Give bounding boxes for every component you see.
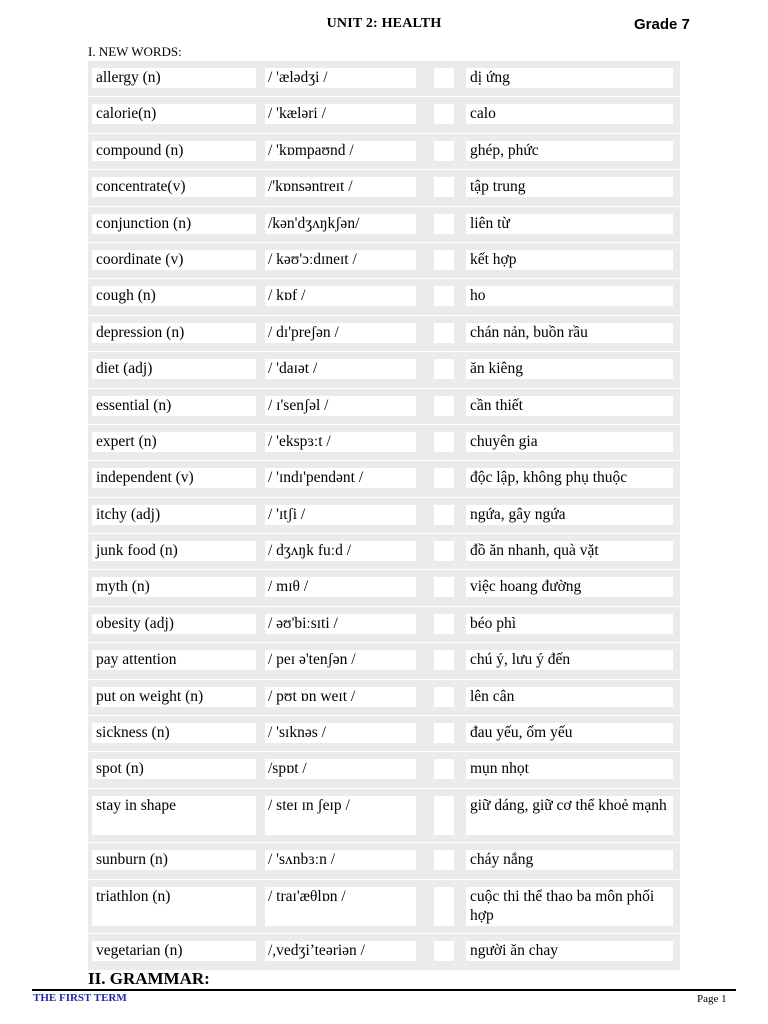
vocab-row [88,789,680,844]
vocab-blank-cell [434,141,454,161]
vocab-row [88,934,680,970]
vocab-row [88,243,680,279]
vocab-pronunciation: / 'ɪndɪ'pendənt / [265,468,416,488]
vocab-pronunciation: /kən'dʒʌŋkʃən/ [265,214,416,234]
vocab-pronunciation: / 'daɪət / [265,359,416,379]
vocab-meaning: chú ý, lưu ý đến [466,650,673,670]
vocab-blank-cell [434,577,454,597]
vocab-word: coordinate (v) [92,250,256,270]
vocab-row [88,498,680,534]
grade-label: Grade 7 [634,16,690,33]
vocab-word: cough (n) [92,286,256,306]
vocab-word: conjunction (n) [92,214,256,234]
footer-divider [32,989,736,991]
vocab-row [88,570,680,606]
section-heading-grammar: II. GRAMMAR: [88,969,210,988]
vocab-blank-cell [434,286,454,306]
vocab-meaning: dị ứng [466,68,673,88]
vocab-meaning: liên từ [466,214,673,234]
vocab-meaning: ho [466,286,673,306]
vocab-row [88,134,680,170]
vocab-pronunciation: / peɪ ə'tenʃən / [265,650,416,670]
vocab-word: itchy (adj) [92,505,256,525]
vocab-pronunciation: / traɪ'æθlɒn / [265,887,416,926]
vocab-meaning: đau yếu, ốm yếu [466,723,673,743]
vocabulary-table [88,61,680,971]
vocab-word: allergy (n) [92,68,256,88]
vocab-row [88,61,680,97]
vocab-pronunciation: / 'sɪknəs / [265,723,416,743]
vocab-meaning: ngứa, gây ngứa [466,505,673,525]
vocab-blank-cell [434,723,454,743]
vocab-word: stay in shape [92,796,256,835]
vocab-word: diet (adj) [92,359,256,379]
footer-term-label: THE FIRST TERM [33,992,127,1004]
vocab-word: vegetarian (n) [92,941,256,961]
vocab-meaning: tập trung [466,177,673,197]
vocab-pronunciation: / 'ælədʒi / [265,68,416,88]
page-title: UNIT 2: HEALTH [326,16,442,31]
vocab-meaning: kết hợp [466,250,673,270]
vocab-word: triathlon (n) [92,887,256,926]
vocab-word: junk food (n) [92,541,256,561]
vocab-blank-cell [434,541,454,561]
vocab-meaning: mụn nhọt [466,759,673,779]
vocab-blank-cell [434,796,454,835]
vocab-blank-cell [434,759,454,779]
vocab-meaning: độc lập, không phụ thuộc [466,468,673,488]
vocab-pronunciation: / 'ɪtʃi / [265,505,416,525]
vocab-meaning: chuyên gia [466,432,673,452]
vocab-row [88,389,680,425]
vocab-blank-cell [434,850,454,870]
vocab-blank-cell [434,250,454,270]
vocab-word: spot (n) [92,759,256,779]
vocab-blank-cell [434,687,454,707]
vocab-row [88,97,680,133]
vocab-pronunciation: / kɒf / [265,286,416,306]
vocab-row [88,534,680,570]
vocab-pronunciation: / pʊt ɒn weɪt / [265,687,416,707]
vocab-row [88,425,680,461]
vocab-word: myth (n) [92,577,256,597]
vocab-row [88,880,680,935]
vocab-blank-cell [434,68,454,88]
vocab-meaning: cuộc thi thể thao ba môn phối hợp [466,887,673,926]
vocab-word: depression (n) [92,323,256,343]
vocab-pronunciation: /spɒt / [265,759,416,779]
vocab-blank-cell [434,614,454,634]
vocab-meaning: calo [466,104,673,124]
vocab-pronunciation: / dɪ'preʃən / [265,323,416,343]
vocab-pronunciation: / dʒʌŋk fuːd / [265,541,416,561]
vocab-word: expert (n) [92,432,256,452]
vocab-blank-cell [434,505,454,525]
vocab-pronunciation: / mɪθ / [265,577,416,597]
vocab-blank-cell [434,396,454,416]
vocab-pronunciation: / ɪ'senʃəl / [265,396,416,416]
vocab-pronunciation: /'kɒnsəntreɪt / [265,177,416,197]
vocab-word: pay attention [92,650,256,670]
vocab-blank-cell [434,177,454,197]
vocab-row [88,316,680,352]
vocab-row [88,752,680,788]
vocab-meaning: người ăn chay [466,941,673,961]
vocab-word: essential (n) [92,396,256,416]
vocab-row [88,279,680,315]
vocab-blank-cell [434,941,454,961]
vocab-word: obesity (adj) [92,614,256,634]
vocab-row [88,716,680,752]
vocab-pronunciation: / 'kɒmpaʊnd / [265,141,416,161]
vocab-blank-cell [434,432,454,452]
vocab-row [88,461,680,497]
section-heading-new-words: I. NEW WORDS: [88,44,182,59]
vocab-blank-cell [434,214,454,234]
vocab-meaning: giữ dáng, giữ cơ thể khoẻ mạnh [466,796,673,835]
vocab-word: sickness (n) [92,723,256,743]
vocab-row [88,607,680,643]
vocab-pronunciation: / 'kæləri / [265,104,416,124]
vocab-blank-cell [434,323,454,343]
vocab-meaning: ăn kiêng [466,359,673,379]
vocab-blank-cell [434,650,454,670]
vocab-word: put on weight (n) [92,687,256,707]
vocab-pronunciation: / kəʊ'ɔːdɪneɪt / [265,250,416,270]
vocab-row [88,352,680,388]
vocab-row [88,170,680,206]
vocab-meaning: cháy nắng [466,850,673,870]
vocab-row [88,207,680,243]
vocab-pronunciation: / 'ekspɜːt / [265,432,416,452]
page-number: Page 1 [697,993,727,1005]
vocab-word: independent (v) [92,468,256,488]
vocab-word: sunburn (n) [92,850,256,870]
vocab-blank-cell [434,468,454,488]
vocab-meaning: đồ ăn nhanh, quà vặt [466,541,673,561]
vocab-meaning: chán nản, buồn rầu [466,323,673,343]
vocab-row [88,643,680,679]
vocab-blank-cell [434,104,454,124]
vocab-pronunciation: / steɪ ɪn ʃeɪp / [265,796,416,835]
vocab-blank-cell [434,359,454,379]
vocab-row [88,843,680,879]
vocab-word: calorie(n) [92,104,256,124]
vocab-meaning: ghép, phức [466,141,673,161]
vocab-meaning: béo phì [466,614,673,634]
vocab-row [88,680,680,716]
vocab-word: compound (n) [92,141,256,161]
vocab-blank-cell [434,887,454,926]
vocab-pronunciation: / 'sʌnbɜːn / [265,850,416,870]
vocab-meaning: cần thiết [466,396,673,416]
vocab-meaning: lên cân [466,687,673,707]
vocab-pronunciation: /,vedʒi’teəriən / [265,941,416,961]
vocab-pronunciation: / əʊ'biːsɪti / [265,614,416,634]
vocab-word: concentrate(v) [92,177,256,197]
vocab-meaning: việc hoang đường [466,577,673,597]
